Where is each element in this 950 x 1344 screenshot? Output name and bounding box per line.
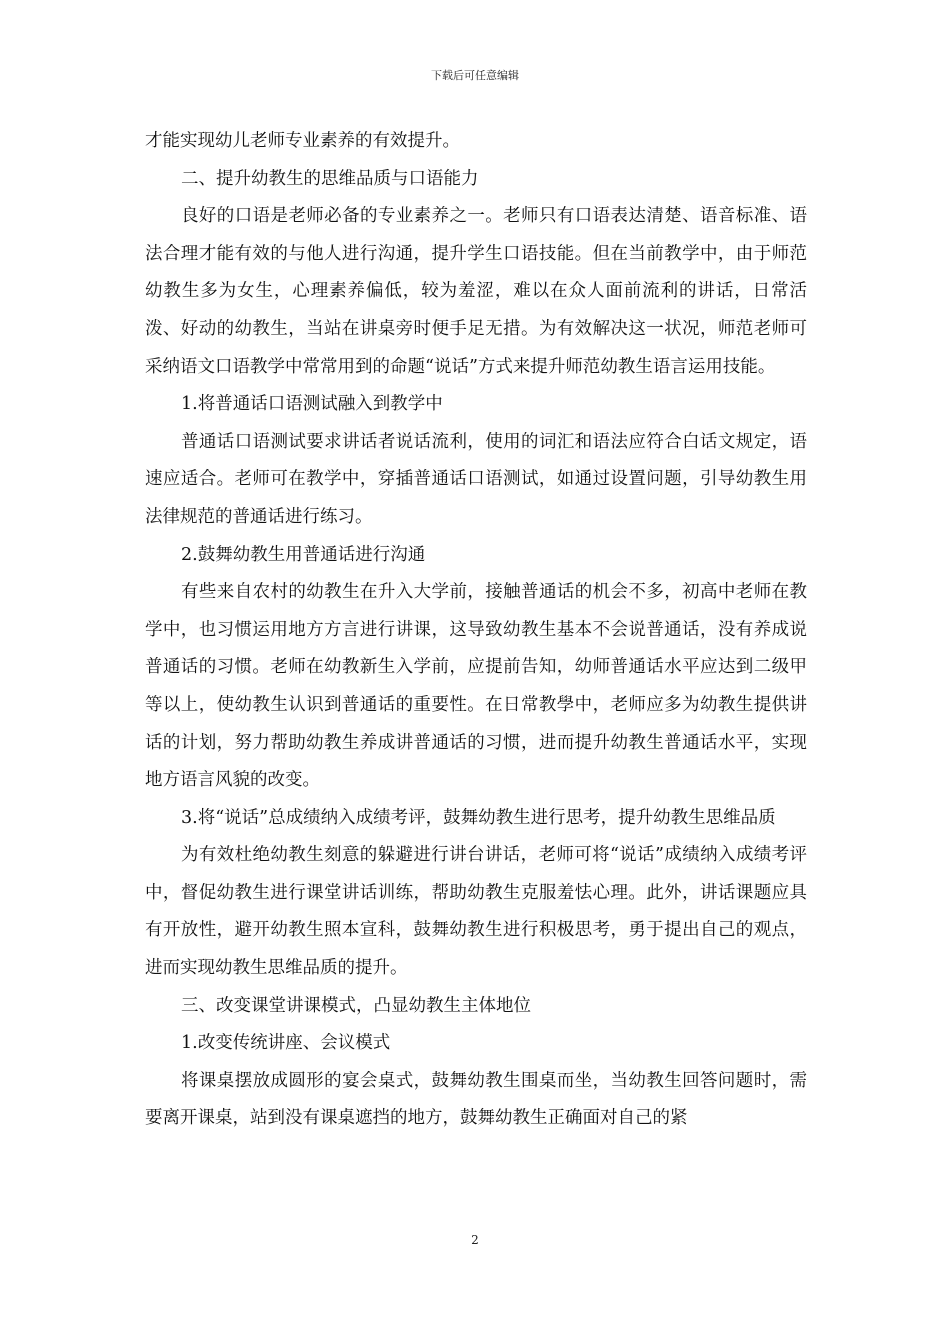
subsection-heading: 1.将普通话口语测试融入到教学中 (181, 394, 443, 415)
section-heading: 二、提升幼教生的思维品质与口语能力 (181, 168, 479, 189)
paragraph: 有些来自农村的幼教生在升入大学前，接触普通话的机会不多，初高中老师在教学中，也习惯运用地方方言进行讲课，这导致幼教生基本不会说普通话，没有养成说普通话的习惯。老师在幼教新生入学前，应提前告知，幼师普通话水平应达到二级甲等以上，使幼教生认识到普通话的重要性。在日常教學中，老师应多为幼教生提供讲话的计划，努力帮助幼教生养成讲普通话的习惯，进而提升幼教生普通话水平，实现地方语言风貌的改变。 (145, 582, 807, 791)
subsection-heading: 1.改变传统讲座、会议模式 (181, 1033, 391, 1054)
paragraph: 良好的口语是老师必备的专业素养之一。老师只有口语表达清楚、语音标准、语法合理才能有效的与他人进行沟通，提升学生口语技能。但在当前教学中，由于师范幼教生多为女生，心理素养偏低，较为羞涩，难以在众人面前流利的讲话，日常活泼、好动的幼教生，当站在讲桌旁时便手足无措。为有效解决这一状况，师范老师可采纳语文口语教学中常常用到的命题“说话”方式来提升师范幼教生语言运用技能。 (145, 206, 807, 377)
subsection-heading: 2.鼓舞幼教生用普通话进行沟通 (181, 544, 426, 565)
paragraph: 普通话口语测试要求讲话者说话流利，使用的词汇和语法应符合白话文规定，语速应适合。老师可在教学中，穿插普通话口语测试，如通过设置问题，引导幼教生用法律规范的普通话进行练习。 (145, 431, 807, 527)
paragraph: 才能实现幼儿老师专业素养的有效提升。 (145, 131, 460, 151)
paragraph: 将课桌摆放成圆形的宴会桌式，鼓舞幼教生围桌而坐，当幼教生回答问题时，需要离开课桌，站到没有课桌遮挡的地方，鼓舞幼教生正确面对自己的紧 (145, 1070, 807, 1129)
section-heading: 三、改变课堂讲课模式，凸显幼教生主体地位 (181, 995, 531, 1016)
paragraph: 为有效杜绝幼教生刻意的躲避进行讲台讲话，老师可将“说话”成绩纳入成绩考评中，督促幼教生进行课堂讲话训练，帮助幼教生克服羞怯心理。此外，讲话课题应具有开放性，避开幼教生照本宣科，鼓舞幼教生进行积极思考，勇于提出自己的观点，进而实现幼教生思维品质的提升。 (145, 845, 807, 979)
page-number: 2 (471, 1233, 479, 1247)
page-header: 下载后可任意编辑 (431, 69, 519, 82)
subsection-heading: 3.将“说话”总成绩纳入成绩考评，鼓舞幼教生进行思考，提升幼教生思维品质 (181, 807, 776, 828)
document-body (145, 123, 807, 1138)
